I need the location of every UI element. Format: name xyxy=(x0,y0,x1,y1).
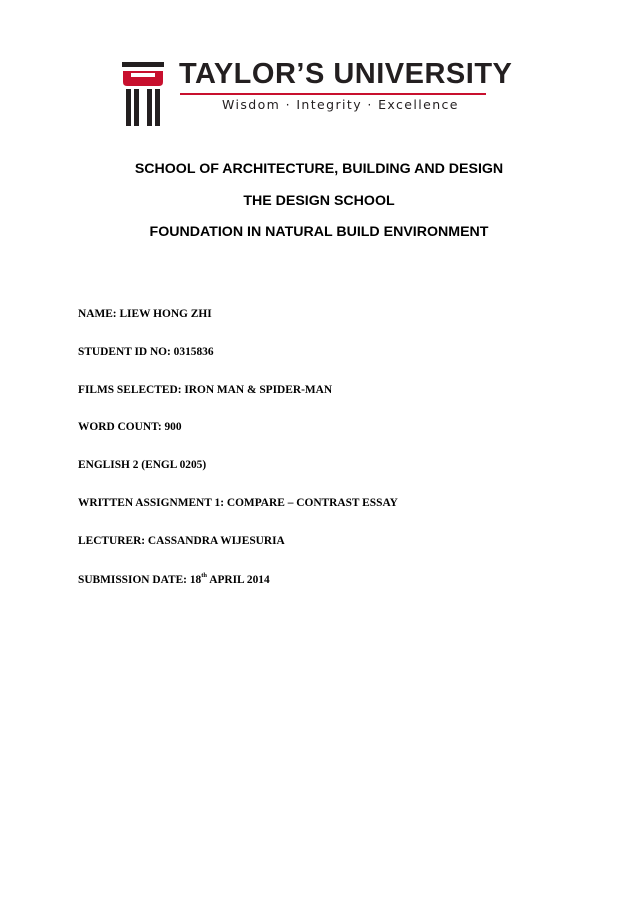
student-name: NAME: LIEW HONG ZHI xyxy=(78,308,212,320)
student-id: STUDENT ID NO: 0315836 xyxy=(78,346,214,358)
films-selected: FILMS SELECTED: IRON MAN & SPIDER-MAN xyxy=(78,384,333,396)
logo-divider xyxy=(180,93,486,95)
programme-heading: FOUNDATION IN NATURAL BUILD ENVIRONMENT xyxy=(149,224,489,240)
assignment-title: WRITTEN ASSIGNMENT 1: COMPARE – CONTRAST ESSAY xyxy=(78,497,398,509)
taylors-emblem-icon xyxy=(122,62,164,126)
university-logo xyxy=(122,58,513,128)
design-school-heading: THE DESIGN SCHOOL xyxy=(243,193,395,209)
submission-date-rest: APRIL 2014 xyxy=(207,573,270,586)
lecturer-name: LECTURER: CASSANDRA WIJESURIA xyxy=(78,535,285,547)
submission-date-ordinal: th xyxy=(201,572,207,579)
submission-date xyxy=(78,573,270,586)
university-tagline: Wisdom · Integrity · Excellence xyxy=(222,97,459,112)
course-code: ENGLISH 2 (ENGL 0205) xyxy=(78,459,207,471)
submission-date-main: SUBMISSION DATE: 18 xyxy=(78,573,202,586)
word-count: WORD COUNT: 900 xyxy=(78,421,182,433)
school-heading: SCHOOL OF ARCHITECTURE, BUILDING AND DESIGN xyxy=(134,161,504,177)
university-name: TAYLOR’S UNIVERSITY xyxy=(179,58,513,90)
